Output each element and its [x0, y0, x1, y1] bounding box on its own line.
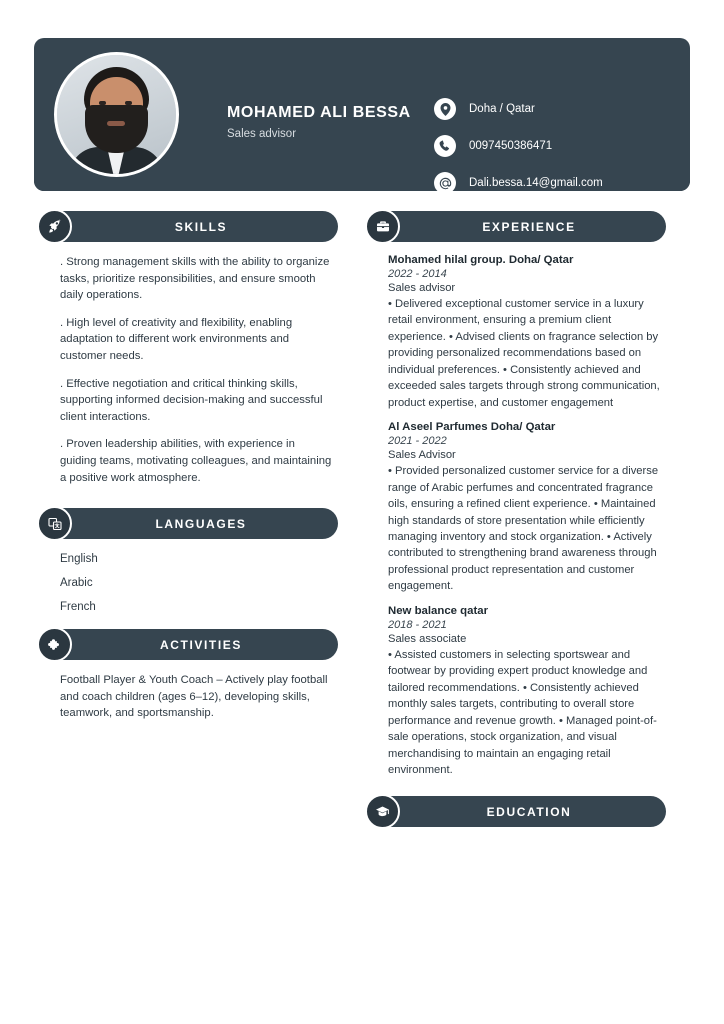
experience-item — [388, 605, 662, 779]
job-dates: 2021 - 2022 — [388, 435, 447, 448]
activities-body — [46, 660, 338, 722]
experience-body — [374, 242, 666, 778]
language-item: English — [60, 553, 98, 566]
section-header-skills — [46, 211, 338, 242]
contact-phone — [434, 131, 684, 161]
phone-icon — [434, 135, 456, 157]
skill-item: . Strong management skills with the ability to organize tasks, prioritize responsibilities, and ensure smooth daily operations. — [60, 256, 330, 302]
job-title: Sales advisor — [227, 128, 297, 140]
right-column — [374, 211, 666, 841]
job-dates: 2022 - 2014 — [388, 268, 447, 280]
skill-item: . High level of creativity and flexibility, enabling adaptation to different work environments and customer needs. — [60, 316, 293, 362]
section-header-languages — [46, 508, 338, 539]
contact-email — [434, 168, 684, 198]
avatar — [54, 52, 179, 177]
job-role: Sales associate — [388, 632, 467, 645]
section-title-skills: SKILLS — [174, 219, 228, 234]
contact-location — [434, 94, 684, 124]
contact-phone-text: 0097450386471 — [469, 140, 553, 152]
section-header-experience — [374, 211, 666, 242]
job-company: Al Aseel Parfumes Doha/ Qatar — [388, 421, 556, 434]
skill-item: . Effective negotiation and critical thinking skills, supporting informed decision-making and successful client interactions. — [60, 377, 323, 423]
location-pin-icon — [434, 98, 456, 120]
briefcase-icon — [365, 209, 400, 244]
job-role: Sales advisor — [388, 282, 456, 294]
section-languages — [46, 508, 338, 613]
section-title-education: EDUCATION — [486, 804, 572, 819]
section-skills — [46, 211, 338, 486]
name-block — [227, 104, 457, 140]
language-item: Arabic — [60, 577, 93, 590]
skill-item: . Proven leadership abilities, with experience in guiding teams, motivating colleagues, and maintaining a positive work atmosphere. — [60, 438, 332, 484]
activities-text: Football Player & Youth Coach – Actively play football and coach children (ages 6–12), developing skills, teamwork, and sportsmanship. — [60, 674, 328, 720]
puzzle-icon — [37, 627, 72, 662]
contact-email-text: Dali.bessa.14@gmail.com — [469, 177, 603, 189]
experience-item — [388, 421, 662, 595]
left-column — [46, 211, 338, 736]
section-title-languages: LANGUAGES — [155, 516, 247, 531]
resume-header — [34, 38, 690, 191]
section-header-activities — [46, 629, 338, 660]
job-bullets: • Delivered exceptional customer service in a luxury retail environment, ensuring a premium client experience. • Advised clients on fragrance selection by providing personalized recommendations based on individual preferences. • Consistently achieved and exceeded sales targets through strong communication, product expertise, and customer engagement — [388, 298, 660, 409]
language-item: French — [60, 601, 96, 614]
section-activities — [46, 629, 338, 722]
experience-item — [388, 254, 662, 411]
page-title: MOHAMED ALI BESSA — [227, 104, 411, 121]
job-dates: 2018 - 2021 — [388, 618, 447, 631]
section-education — [374, 796, 666, 827]
languages-body — [46, 539, 338, 613]
job-role: Sales Advisor — [388, 449, 456, 462]
section-experience — [374, 211, 666, 778]
section-title-activities: ACTIVITIES — [159, 637, 242, 652]
contact-list — [434, 94, 684, 205]
section-title-experience: EXPERIENCE — [482, 219, 576, 234]
rocket-icon — [37, 209, 72, 244]
job-bullets: • Provided personalized customer service for a diverse range of Arabic perfumes and concentrated fragrance oils, ensuring a refined client experience. • Maintained high standards of store presentation while efficiently managing inventory and stock organization. • Actively contributed to strengthening brand awareness through professional product representation and customer engagement. — [388, 465, 659, 593]
job-company: Mohamed hilal group. Doha/ Qatar — [388, 254, 574, 266]
translate-icon — [37, 506, 72, 541]
contact-location-text: Doha / Qatar — [469, 103, 535, 115]
graduation-cap-icon — [365, 794, 400, 829]
email-at-icon — [434, 172, 456, 194]
section-header-education — [374, 796, 666, 827]
job-bullets: • Assisted customers in selecting sportswear and footwear by providing expert product knowledge and tailored recommendations. • Consistently achieved monthly sales targets, contributing to overall store performance and revenue growth. • Managed point-of-sale operations, stock organization, and visual merchandising to maintain an engaging retail environment. — [388, 648, 657, 776]
skills-body — [46, 242, 338, 486]
job-company: New balance qatar — [388, 604, 489, 617]
